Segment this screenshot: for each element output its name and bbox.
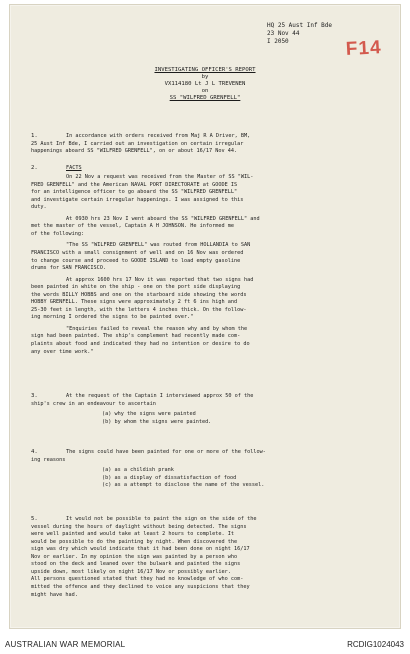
body-text-line: were well painted and would take at least 2 hours to complete. It [31, 531, 235, 538]
body-text-line: stood on the deck and leaned over the bulwark and painted the signs [31, 561, 241, 568]
list-item: (b) by whom the signs were painted. [102, 418, 212, 425]
body-text-line: "The SS "WILFRED GRENFELL" was routed from HOLLANDIA to SAN [66, 242, 251, 249]
body-text-line: plaints about food and indicated they had no intention or desire to do [31, 341, 250, 347]
body-text-line: The signs could have been painted for one or more of the follow- [66, 449, 266, 455]
body-text-line: All persons questioned stated that they had no knowledge of who com- [31, 576, 244, 583]
body-text-line: would be possible to do the painting by night. When discovered the [31, 538, 238, 545]
body-text-line: drums for SAN FRANCISCO. [31, 265, 106, 272]
body-text-line: happenings aboard SS "WILFRED GRENFELL", on or about 16/17 Nov 44. [31, 148, 238, 155]
file-stamp: F14 [345, 37, 383, 60]
body-text-line: It would not be possible to paint the sign on the side of the [66, 516, 257, 522]
archive-id: RCDIG1024043 [347, 640, 404, 649]
paragraph-number: 2. [31, 165, 38, 171]
reference-line-3: I 2050 [267, 38, 289, 45]
body-text-line: At approx 1600 hrs 17 Nov it was reported that two signs had [66, 276, 254, 283]
body-text-line: duty. [31, 204, 47, 211]
list-item: (a) why the signs were painted [102, 411, 196, 418]
body-text-line: ing reasons [31, 456, 66, 463]
body-text-line: ing morning I ordered the signs to be painted over." [31, 314, 194, 321]
body-text-line: and investigate certain irregular happenings. I was assigned to this [31, 196, 244, 203]
title-on: on [201, 88, 209, 94]
list-item: (b) as a display of dissatisfaction of food [102, 474, 237, 481]
title-author: VX114180 Lt J L TREVENEN [164, 81, 246, 87]
reference-line-1: HQ 25 Aust Inf Bde [267, 22, 333, 29]
body-text-line: sign had been painted. The ship's complement had recently made com- [31, 333, 241, 340]
body-text-line: At 0930 hrs 23 Nov I went aboard the SS "WILFRED GRENFELL" and [66, 215, 260, 222]
body-text-line: might have had. [31, 591, 78, 598]
body-text-line: been painted in white on the ship - one on the port side displaying [31, 284, 241, 291]
body-text-line: Nov or earlier. In my opinion the sign was painted by a person who [31, 553, 238, 560]
body-text-line: On 22 Nov a request was received from the Master of SS "WIL- [66, 174, 254, 180]
body-text-line: HOBBY GRENFELL. These signs were approximately 2 ft 6 ins high and [31, 299, 238, 306]
title-by: by [201, 74, 209, 80]
body-text-line: At the request of the Captain I interviewed approx 50 of the [66, 393, 254, 399]
body-text-line: FRANCISCO with a small consignment of well and on 16 Nov was ordered [31, 249, 244, 256]
paragraph-number: 3. [31, 393, 38, 399]
body-text-line: 25 Aust Inf Bde, I carried out an investigation on certain irregular [31, 140, 244, 147]
title-vessel: SS "WILFRED GRENFELL" [169, 95, 241, 101]
archive-name: AUSTRALIAN WAR MEMORIAL [5, 640, 126, 649]
paragraph-number: 4. [31, 449, 38, 455]
body-text-line: for an intelligence officer to go aboard the SS "WILFRED GRENFELL" [31, 189, 238, 196]
body-text-line: In accordance with orders received from Maj R A Driver, BM, [66, 133, 251, 139]
document-page [9, 4, 401, 629]
reference-line-2: 23 Nov 44 [267, 30, 300, 37]
body-text-line: of the following: [31, 230, 85, 237]
list-item: (c) as a attempt to disclose the name of the vessel. [102, 482, 265, 489]
body-text-line: any over time work." [31, 348, 94, 355]
body-text-line: ship's crew in an endeavour to ascertain [31, 400, 156, 407]
list-item: (a) as a childish prank [102, 467, 174, 474]
body-text-line: mitted the offence and they declined to voice any suspicions that they [31, 583, 250, 590]
body-text-line: FRED GRENFELL" and the American NAVAL PORT DIRECTORATE at GOODE IS [31, 181, 238, 188]
section-heading: FACTS [66, 165, 82, 171]
body-text-line: "Enquiries failed to reveal the reason why and by whom the [66, 325, 248, 332]
report-title: INVESTIGATING OFFICER'S REPORT [154, 67, 256, 73]
paragraph-number: 5. [31, 516, 38, 522]
body-text-line: upside down, most likely on night 16/17 Nov or possibly earlier. [31, 568, 231, 575]
body-text-line: the words BILLY HOBBS and one on the starboard side showing the words [31, 291, 247, 298]
paragraph-number: 1. [31, 133, 38, 139]
body-text-line: 25-30 feet in length, with the letters 4 inches thick. On the follow- [31, 306, 247, 313]
body-text-line: met the master of the vessel, Captain A H JOHNSON. He informed me [31, 223, 235, 230]
body-text-line: to change course and proceed to GOODE ISLAND to load empty gasoline [31, 257, 241, 264]
body-text-line: vessel during the hours of daylight without being detected. The signs [31, 523, 247, 530]
body-text-line: sign was dry which would indicate that it had been done on night 16/17 [31, 546, 250, 553]
archive-footer [0, 637, 410, 654]
